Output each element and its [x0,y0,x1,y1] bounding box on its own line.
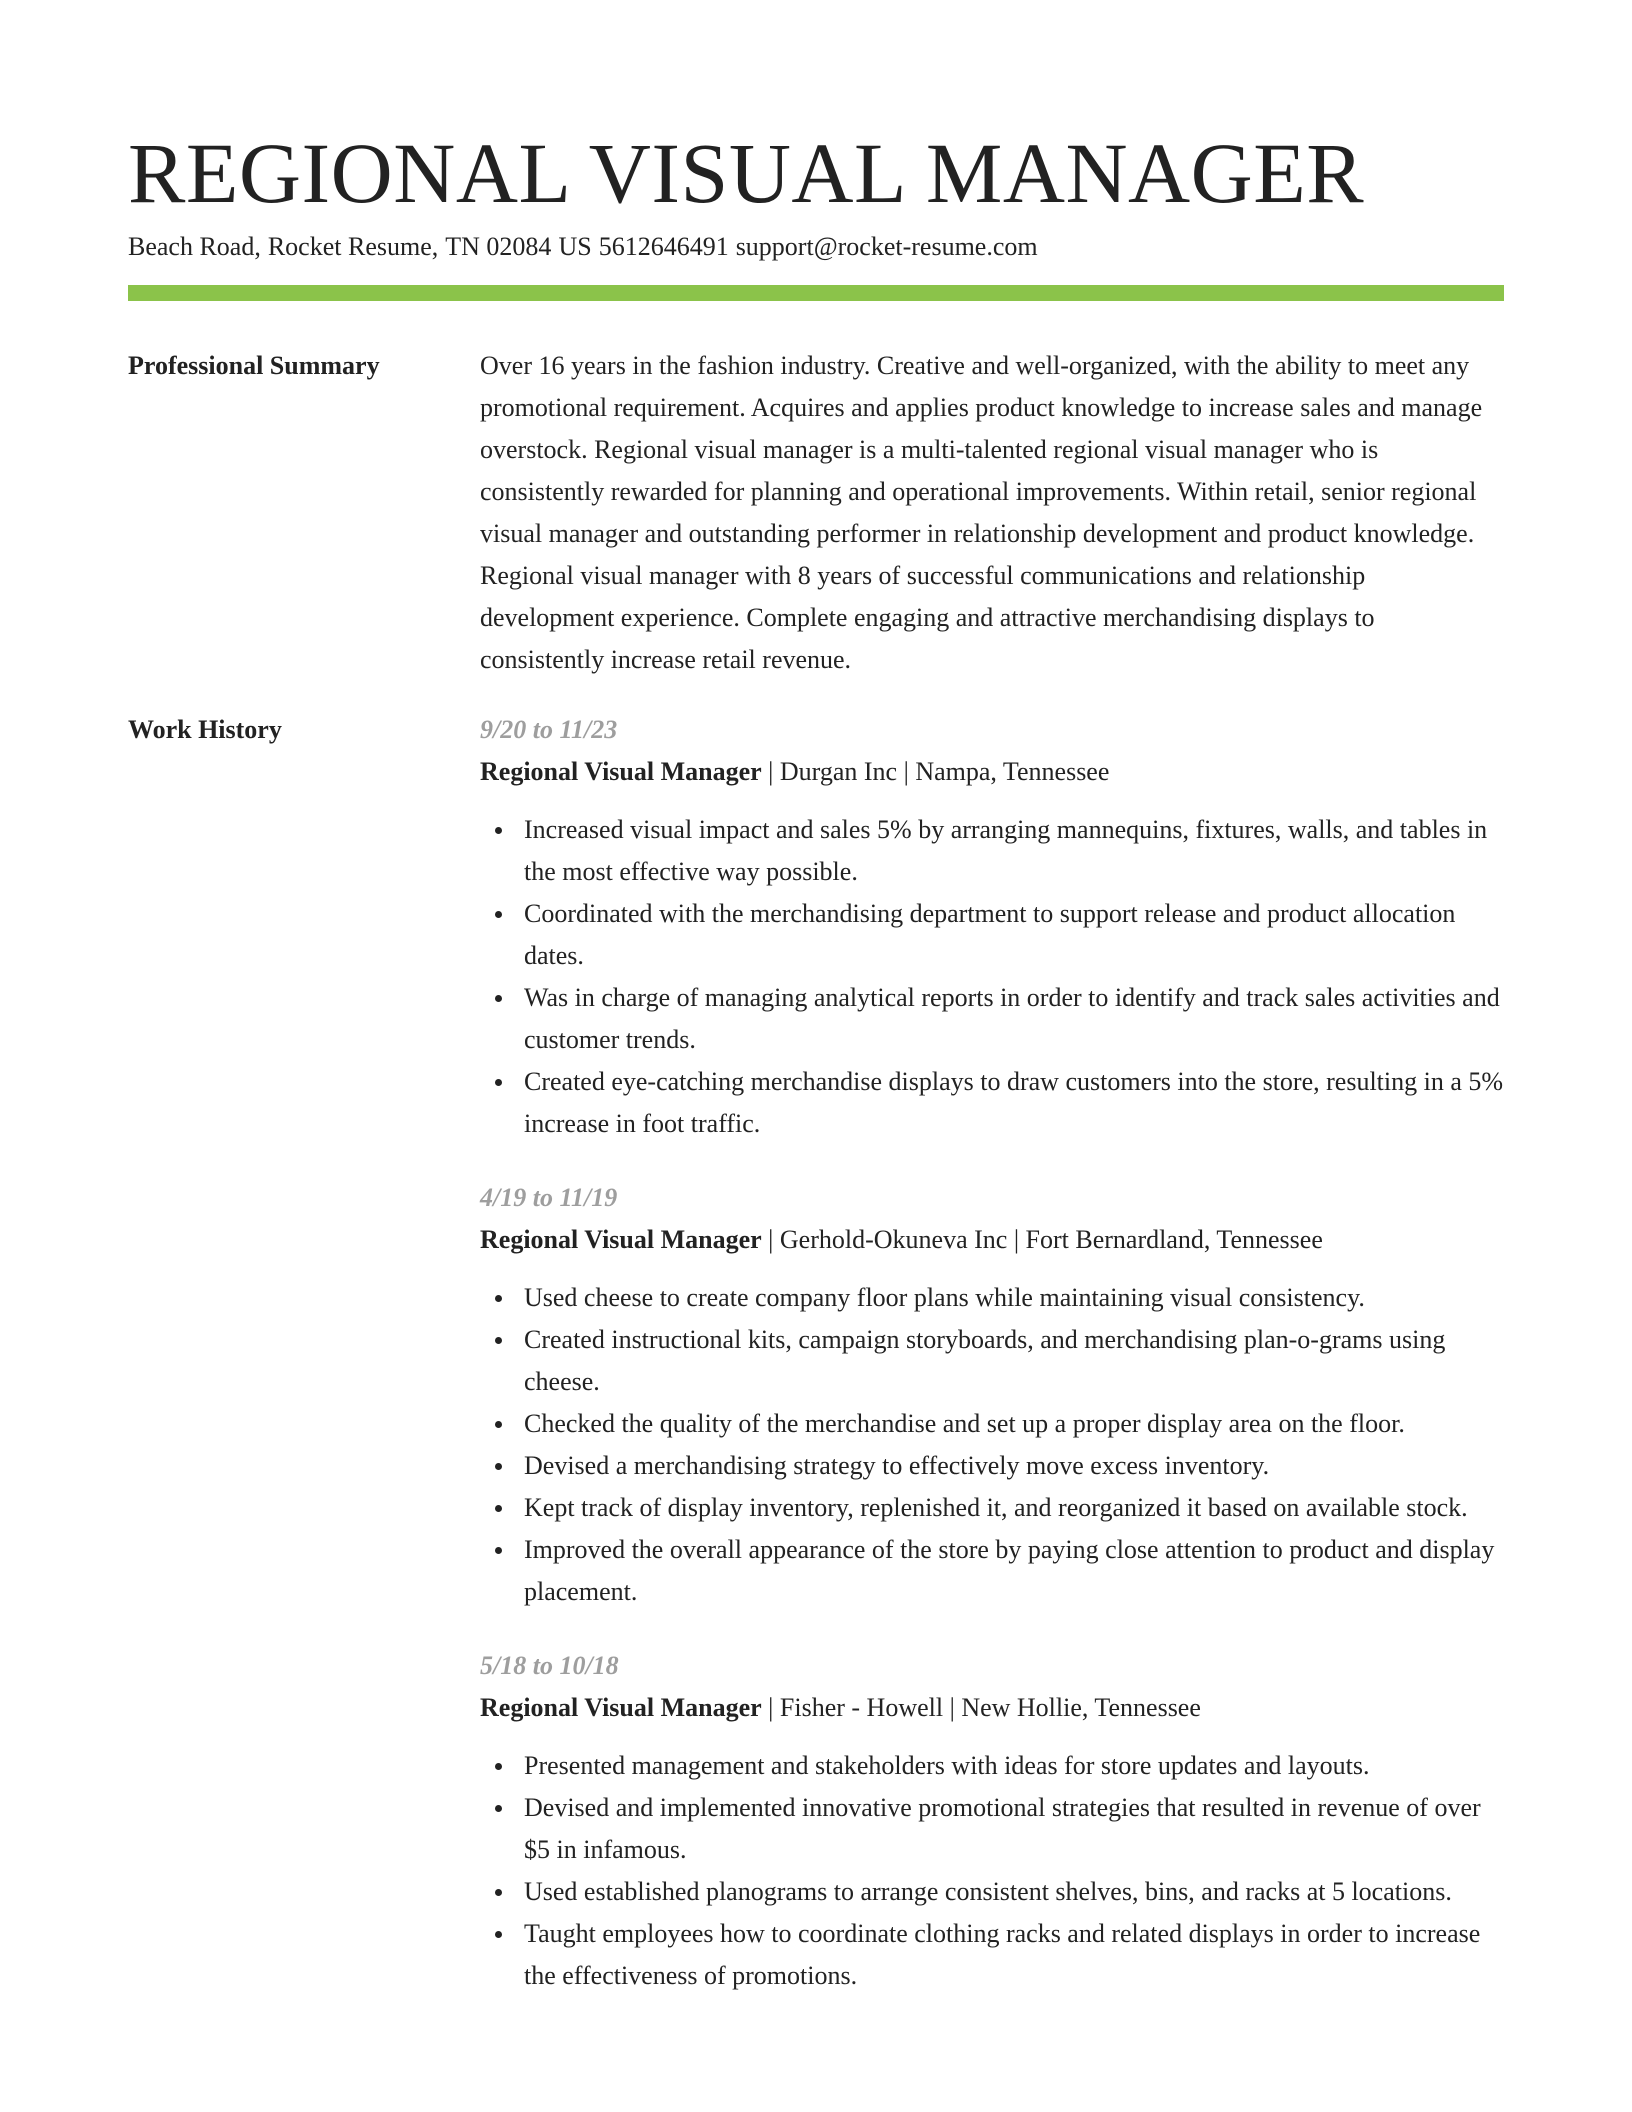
job-location: New Hollie, Tennessee [961,1693,1201,1722]
section-label-summary: Professional Summary [128,351,380,380]
contact-line [128,230,1038,264]
job-title: Regional Visual Manager [480,1225,762,1254]
contact-city: Rocket Resume, [267,232,439,261]
job-separator: | [768,757,774,786]
job-bullets [480,1745,1504,1997]
job-bullet: Increased visual impact and sales 5% by arranging mannequins, fixtures, walls, and tables in the most effective way possible. [524,809,1504,893]
job-bullets [480,809,1504,1145]
work-history-body [480,709,1504,2029]
job-bullet: Checked the quality of the merchandise and set up a proper display area on the floor. [524,1403,1504,1445]
job-bullet: Coordinated with the merchandising department to support release and product allocation dates. [524,893,1504,977]
job-dates: 5/18 to 10/18 [480,1651,619,1680]
contact-email[interactable]: support@rocket-resume.com [735,232,1038,261]
job-bullet: Taught employees how to coordinate clothing racks and related displays in order to increase the effectiveness of promotions. [524,1913,1504,1997]
contact-street: Beach Road, [128,232,261,261]
job-bullet: Created instructional kits, campaign storyboards, and merchandising plan-o-grams using cheese. [524,1319,1504,1403]
header-divider [128,285,1504,301]
summary-text: Over 16 years in the fashion industry. Creative and well-organized, with the ability to meet any promotional requirement. Acquires and applies product knowledge to increase sales and manage overstock. Regional visual manager is a multi-talented regional visual manager who is consistently rewarded for planning and operational improvements. Within retail, senior regional visual manager and outstanding performer in relationship development and product knowledge. Regional visual manager with 8 years of successful communications and relationship development experience. Complete engaging and attractive merchandising displays to consistently increase retail revenue. [480,351,1483,674]
job-title: Regional Visual Manager [480,757,762,786]
job-company: Fisher - Howell [779,1693,944,1722]
section-label-work-history: Work History [128,715,282,744]
job-dates: 4/19 to 11/19 [480,1183,618,1212]
job-bullet: Devised a merchandising strategy to effectively move excess inventory. [524,1445,1504,1487]
job-separator: | [949,1693,955,1722]
job-dates: 9/20 to 11/23 [480,715,618,744]
job-bullet: Presented management and stakeholders with ideas for store updates and layouts. [524,1745,1504,1787]
job-bullet: Kept track of display inventory, replenished it, and reorganized it based on available stock. [524,1487,1504,1529]
job-separator: | [903,757,909,786]
contact-phone[interactable]: 5612646491 [598,232,729,261]
job-entry [480,1645,1504,1997]
job-bullets [480,1277,1504,1613]
job-bullet: Improved the overall appearance of the store by paying close attention to product and display placement. [524,1529,1504,1613]
job-title: Regional Visual Manager [480,1693,762,1722]
job-bullet: Used cheese to create company floor plans while maintaining visual consistency. [524,1277,1504,1319]
job-bullet: Used established planograms to arrange consistent shelves, bins, and racks at 5 locations. [524,1871,1504,1913]
job-separator: | [768,1225,774,1254]
contact-state-zip: TN 02084 [445,232,552,261]
resume-title: REGIONAL VISUAL MANAGER [128,125,1365,221]
contact-country: US [558,232,592,261]
job-company: Durgan Inc [779,757,898,786]
job-separator: | [1013,1225,1020,1254]
job-entry [480,709,1504,1145]
job-bullet: Created eye-catching merchandise displays to draw customers into the store, resulting in a 5% increase in foot traffic. [524,1061,1504,1145]
job-separator: | [768,1693,774,1722]
job-bullet: Was in charge of managing analytical reports in order to identify and track sales activities and customer trends. [524,977,1504,1061]
job-heading [480,1219,1504,1261]
job-location: Nampa, Tennessee [915,757,1110,786]
job-entry [480,1177,1504,1613]
job-bullet: Devised and implemented innovative promotional strategies that resulted in revenue of over $5 in infamous. [524,1787,1504,1871]
summary-body [480,345,1504,681]
job-location: Fort Bernardland, Tennessee [1025,1225,1323,1254]
job-heading [480,751,1504,793]
job-company: Gerhold-Okuneva Inc [779,1225,1008,1254]
job-heading [480,1687,1504,1729]
